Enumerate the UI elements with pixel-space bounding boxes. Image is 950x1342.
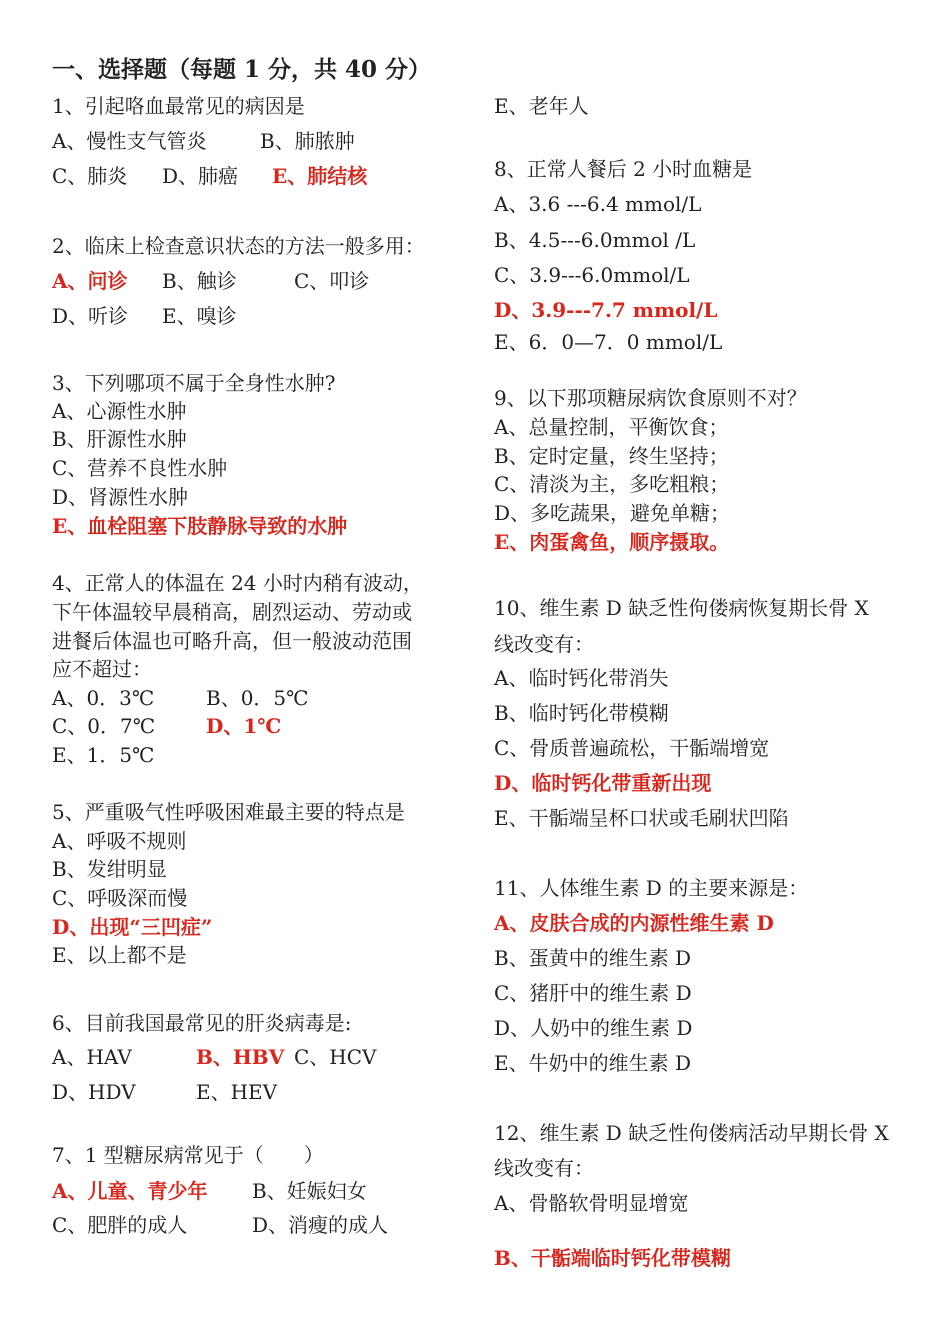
- q7-option-b: B、妊娠妇女: [252, 1179, 367, 1203]
- q3-answer: E、血栓阻塞下肢静脉导致的水肿: [52, 514, 348, 538]
- q8-option-b: B、4.5---6.0mmol /L: [494, 228, 696, 252]
- q11-option-b: B、蛋黄中的维生素 D: [494, 946, 692, 970]
- q3-option-d: D、肾源性水肿: [52, 485, 189, 509]
- q2-option-c: C、叩诊: [294, 269, 370, 293]
- q8-option-a: A、3.6 ---6.4 mmol/L: [494, 192, 702, 216]
- q7-stem: 7、1 型糖尿病常见于（ ）: [52, 1143, 324, 1167]
- q2-option-d: D、听诊: [52, 304, 129, 328]
- q12-option-a: A、骨骼软骨明显增宽: [494, 1191, 689, 1215]
- q9-answer: E、肉蛋禽鱼，顺序摄取。: [494, 530, 730, 554]
- q10-option-e: E、干骺端呈杯口状或毛刷状凹陷: [494, 806, 789, 830]
- q9-option-a: A、总量控制，平衡饮食；: [494, 415, 729, 439]
- q10-option-a: A、临时钙化带消失: [494, 666, 669, 690]
- q6-option-e: E、HEV: [196, 1080, 278, 1104]
- q2-option-b: B、触诊: [162, 269, 237, 293]
- q12-answer: B、干骺端临时钙化带模糊: [494, 1246, 731, 1270]
- q11-answer: A、皮肤合成的内源性维生素 D: [494, 911, 774, 935]
- q1-answer: E、肺结核: [272, 164, 368, 188]
- q5-option-b: B、发绀明显: [52, 857, 167, 881]
- q12-stem-line1: 12、维生素 D 缺乏性佝偻病活动早期长骨 X: [494, 1121, 889, 1145]
- section-title: 一、选择题（每题 1 分，共 40 分）: [52, 56, 432, 83]
- q4-stem-line2: 下午体温较早晨稍高，剧烈运动、劳动或: [52, 600, 412, 624]
- q10-answer: D、临时钙化带重新出现: [494, 771, 712, 795]
- q6-option-a: A、HAV: [52, 1045, 132, 1069]
- q11-stem: 11、人体维生素 D 的主要来源是：: [494, 876, 809, 900]
- q10-option-b: B、临时钙化带模糊: [494, 701, 669, 725]
- q10-stem-line2: 线改变有：: [494, 632, 594, 656]
- q11-option-d: D、人奶中的维生素 D: [494, 1016, 693, 1040]
- q1-stem: 1、引起咯血最常见的病因是: [52, 94, 305, 118]
- q4-option-a: A、0．3℃: [52, 686, 155, 710]
- q10-option-c: C、骨质普遍疏松，干骺端增宽: [494, 736, 770, 760]
- q1-option-d: D、肺癌: [162, 164, 239, 188]
- q9-option-c: C、清淡为主，多吃粗粮；: [494, 472, 730, 496]
- q1-option-b: B、肺脓肿: [260, 129, 355, 153]
- q2-option-e: E、嗅诊: [162, 304, 237, 328]
- q4-stem-line3: 进餐后体温也可略升高，但一般波动范围: [52, 629, 412, 653]
- q1-option-c: C、肺炎: [52, 164, 128, 188]
- q1-option-a: A、慢性支气管炎: [52, 129, 207, 153]
- q5-answer: D、出现“三凹症”: [52, 915, 213, 939]
- q7-option-d: D、消瘦的成人: [252, 1213, 389, 1237]
- q4-stem-line1: 4、正常人的体温在 24 小时内稍有波动，: [52, 571, 423, 595]
- q6-stem: 6、目前我国最常见的肝炎病毒是:: [52, 1011, 352, 1035]
- q11-option-c: C、猪肝中的维生素 D: [494, 981, 692, 1005]
- q5-option-a: A、呼吸不规则: [52, 829, 187, 853]
- q4-option-c: C、0．7℃: [52, 714, 156, 738]
- q2-answer: A、问诊: [52, 269, 128, 293]
- q4-stem-line4: 应不超过：: [52, 657, 152, 681]
- q6-answer: B、HBV: [196, 1045, 285, 1069]
- q8-option-c: C、3.9---6.0mmol/L: [494, 263, 690, 287]
- q5-option-e: E、以上都不是: [52, 943, 187, 967]
- q4-answer: D、1℃: [206, 714, 282, 738]
- q5-option-c: C、呼吸深而慢: [52, 886, 188, 910]
- q9-stem: 9、以下那项糖尿病饮食原则不对？: [494, 386, 807, 410]
- q7-option-e: E、老年人: [494, 94, 589, 118]
- q3-option-c: C、营养不良性水肿: [52, 456, 228, 480]
- q6-option-c: C、HCV: [294, 1045, 377, 1069]
- q7-option-c: C、肥胖的成人: [52, 1213, 188, 1237]
- q4-option-b: B、0．5℃: [206, 686, 309, 710]
- q2-stem: 2、临床上检查意识状态的方法一般多用：: [52, 234, 425, 258]
- q7-answer: A、儿童、青少年: [52, 1179, 208, 1203]
- q9-option-b: B、定时定量，终生坚持；: [494, 444, 729, 468]
- q5-stem: 5、严重吸气性呼吸困难最主要的特点是: [52, 800, 405, 824]
- q8-option-e: E、6．0—7．0 mmol/L: [494, 330, 723, 354]
- q8-stem: 8、正常人餐后 2 小时血糖是: [494, 157, 753, 181]
- q9-option-d: D、多吃蔬果，避免单糖；: [494, 501, 731, 525]
- q8-answer: D、3.9---7.7 mmol/L: [494, 298, 718, 322]
- q3-option-b: B、肝源性水肿: [52, 427, 187, 451]
- q12-stem-line2: 线改变有：: [494, 1156, 594, 1180]
- q4-option-e: E、1．5℃: [52, 743, 155, 767]
- q6-option-d: D、HDV: [52, 1080, 136, 1104]
- q10-stem-line1: 10、维生素 D 缺乏性佝偻病恢复期长骨 X: [494, 596, 869, 620]
- q3-option-a: A、心源性水肿: [52, 399, 187, 423]
- q11-option-e: E、牛奶中的维生素 D: [494, 1051, 691, 1075]
- q3-stem: 3、下列哪项不属于全身性水肿?: [52, 371, 336, 395]
